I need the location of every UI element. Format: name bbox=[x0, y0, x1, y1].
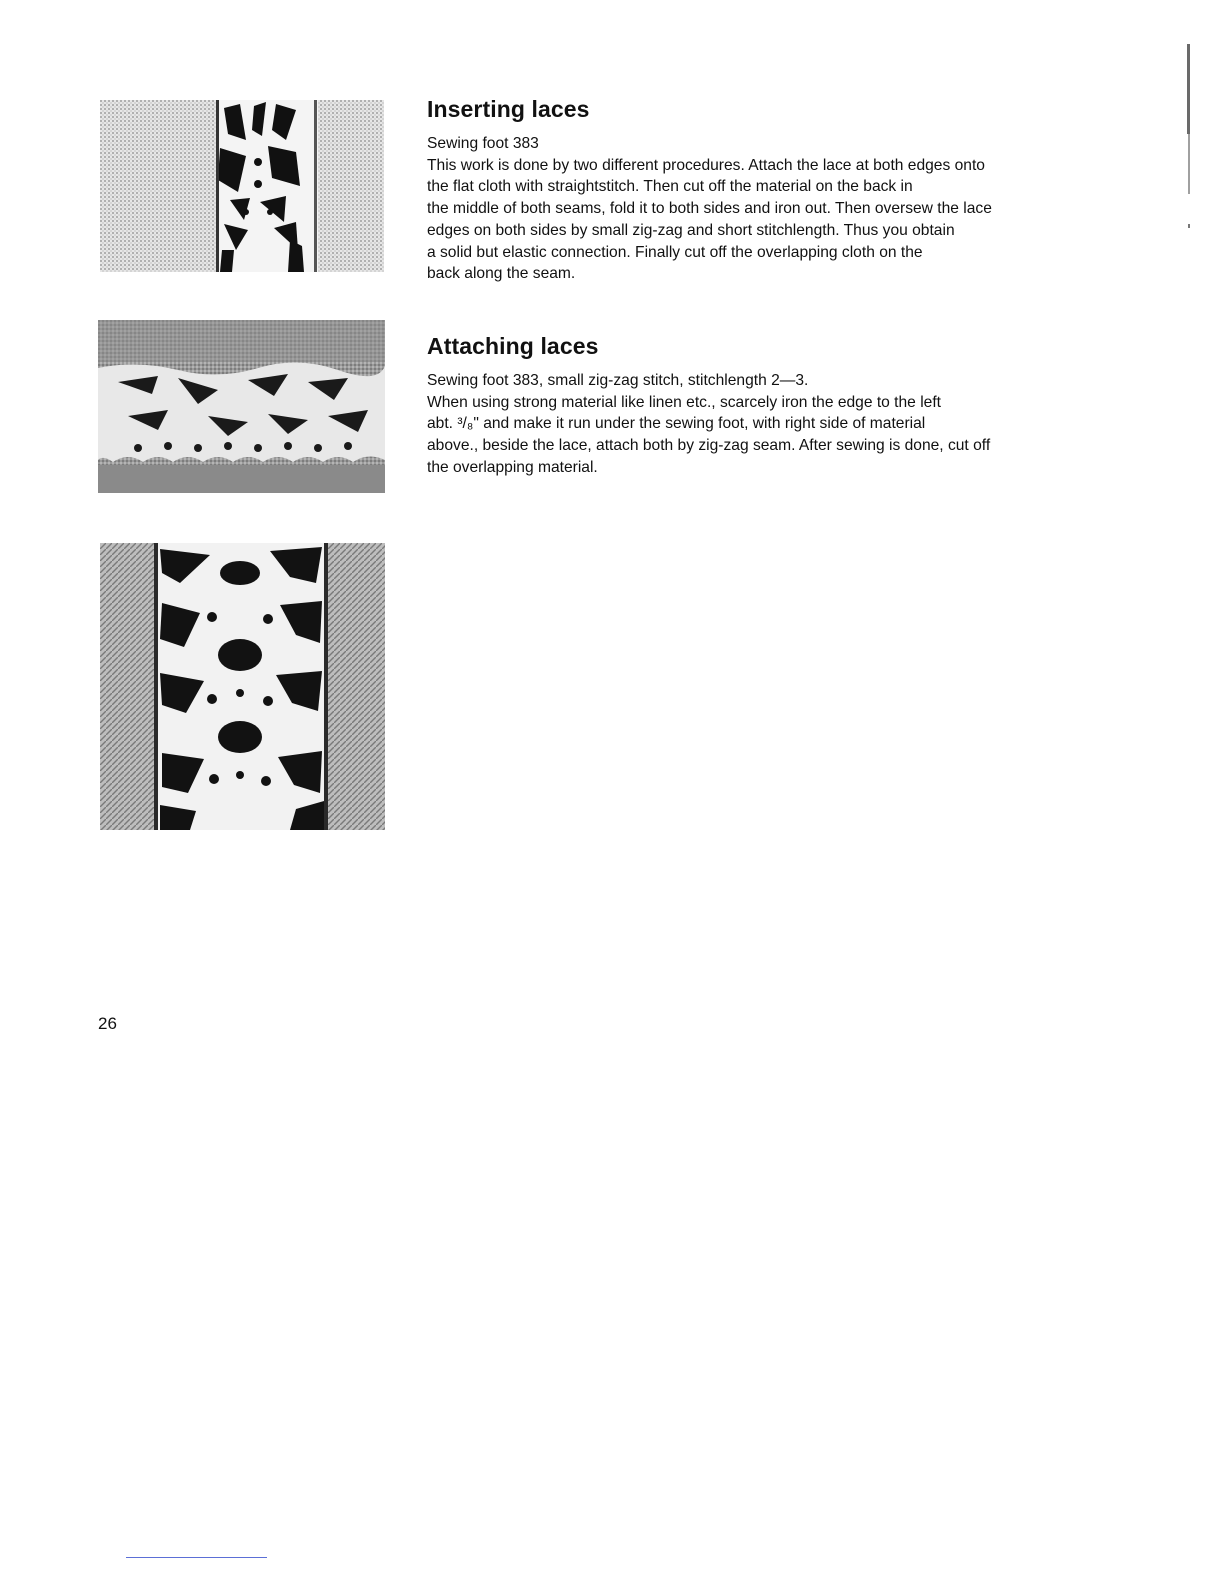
scan-edge-marks bbox=[1186, 44, 1192, 254]
section-body bbox=[427, 370, 1117, 479]
lace-attaching-photo bbox=[98, 320, 385, 493]
lace-insertion-photo bbox=[100, 100, 384, 272]
body-line: Sewing foot 383, small zig-zag stitch, stitchlength 2—3. bbox=[427, 372, 809, 389]
body-line: back along the seam. bbox=[427, 265, 576, 283]
lace-band-photo bbox=[100, 543, 385, 830]
section-heading: Attaching laces bbox=[427, 333, 599, 359]
body-line: abt. ³/₈" and make it run under the sewing foot, with right side of material bbox=[427, 415, 926, 433]
section-heading: Inserting laces bbox=[427, 96, 590, 122]
body-line: edges on both sides by small zig-zag and short stitchlength. Thus you obtain bbox=[427, 221, 955, 239]
inserting-laces-section bbox=[427, 96, 1117, 285]
attaching-laces-section bbox=[427, 333, 1117, 479]
page-number: 26 bbox=[98, 1014, 117, 1033]
body-line: This work is done by two different procedures. Attach the lace at both edges onto bbox=[427, 156, 985, 174]
body-line: above., beside the lace, attach both by zig-zag seam. After sewing is done, cut off bbox=[427, 437, 991, 455]
body-line: a solid but elastic connection. Finally cut off the overlapping cloth on the bbox=[427, 243, 923, 261]
body-line: the overlapping material. bbox=[427, 458, 598, 476]
footer-rule bbox=[126, 1557, 267, 1558]
body-line: When using strong material like linen etc., scarcely iron the edge to the left bbox=[427, 393, 941, 411]
body-line: the middle of both seams, fold it to both sides and iron out. Then oversew the lace bbox=[427, 200, 992, 218]
body-line: the flat cloth with straightstitch. Then cut off the material on the back in bbox=[427, 178, 913, 196]
section-body bbox=[427, 133, 1117, 285]
body-line: Sewing foot 383 bbox=[427, 135, 539, 152]
